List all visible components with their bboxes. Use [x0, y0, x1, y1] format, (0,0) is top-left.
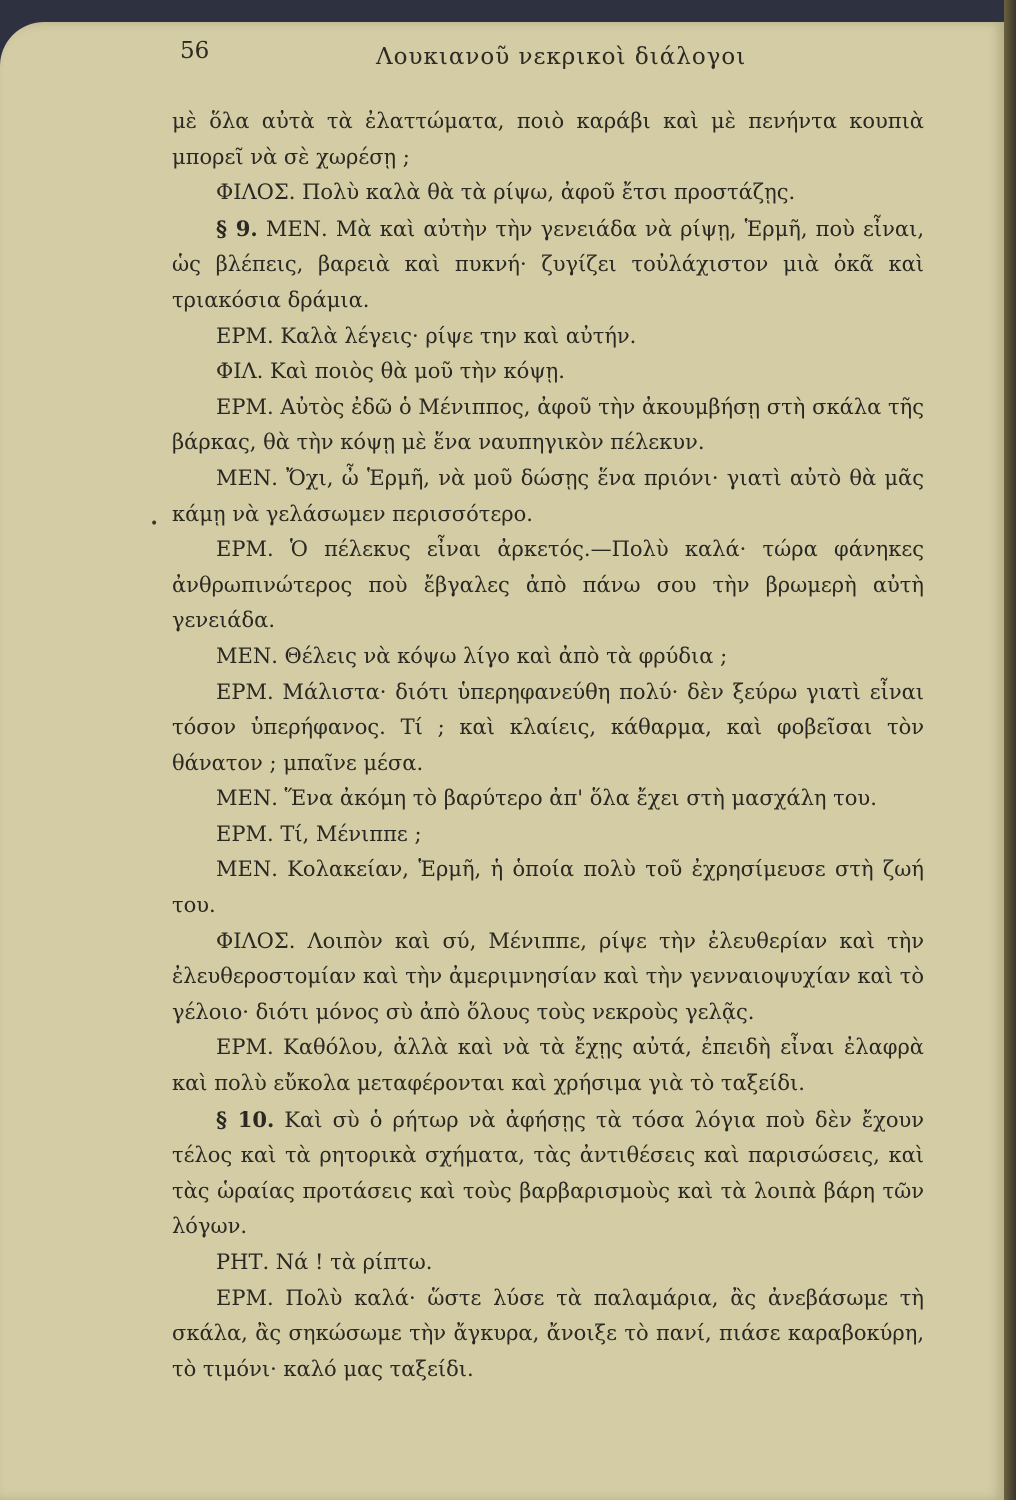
running-title: Λουκιανοῦ νεκρικοὶ διάλογοι	[376, 44, 747, 70]
paragraph: ΕΡΜ. Καλὰ λέγεις· ρίψε την καὶ αὐτήν.	[216, 323, 637, 348]
paragraph: ΕΡΜ. Τί, Μένιππε ;	[216, 821, 422, 846]
paragraph: ΕΡΜ. Καθόλου, ἀλλὰ καὶ νὰ τὰ ἔχῃς αὐτά, ἐπειδὴ εἶναι ἐλαφρὰ καὶ πολὺ εὔκολα μεταφέρονται καὶ χρήσιμα γιὰ τὸ ταξείδι.	[172, 1035, 924, 1096]
section-marker: § 10.	[216, 1106, 275, 1132]
body-text	[172, 104, 924, 1387]
paragraph: ΡΗΤ. Νά ! τὰ ρίπτω.	[216, 1250, 433, 1274]
paragraph: ΦΙΛΟΣ. Λοιπὸν καὶ σύ, Μένιππε, ρίψε τὴν ἐλευθερίαν καὶ τὴν ἐλευθεροστομίαν καὶ τὴν ἀμεριμνησίαν καὶ τὴν γενναιοψυχίαν καὶ τὸ γέλοιο· διότι μόνος σὺ ἀπὸ ὅλους τοὺς νεκροὺς γελᾷς.	[172, 928, 924, 1024]
paragraph: § 10. Καὶ σὺ ὁ ρήτωρ νὰ ἀφήσῃς τὰ τόσα λόγια ποὺ δὲν ἔχουν τέλος καὶ τὰ ρητορικὰ σχήματα, τὰς ἀντιθέσεις καὶ παρισώσεις, καὶ τὰς ὡραίας προτάσεις καὶ τοὺς βαρβαρισμοὺς καὶ τὰ λοιπὰ βάρη τῶν λόγων.	[172, 1106, 924, 1239]
paragraph: ΜΕΝ. Κολακείαν, Ἑρμῆ, ἡ ὁποία πολὺ τοῦ ἐχρησίμευσε στὴ ζωή του.	[172, 857, 924, 918]
section-marker: § 9.	[216, 215, 258, 241]
page-number: 56	[180, 38, 210, 64]
paragraph: ΦΙΛΟΣ. Πολὺ καλὰ θὰ τὰ ρίψω, ἀφοῦ ἔτσι προστάζῃς.	[216, 180, 796, 205]
paragraph: § 9. ΜΕΝ. Μὰ καὶ αὐτὴν τὴν γενειάδα νὰ ρίψῃ, Ἑρμῆ, ποὺ εἶναι, ὡς βλέπεις, βαρειὰ καὶ πυκνή· ζυγίζει τοὐλάχιστον μιὰ ὀκᾶ καὶ τριακόσια δράμια.	[172, 215, 925, 312]
paragraph: μὲ ὅλα αὐτὰ τὰ ἐλαττώματα, ποιὸ καράβι καὶ μὲ πενήντα κουπιὰ μπορεῖ νὰ σὲ χωρέσῃ ;	[172, 109, 924, 169]
margin-mark: •	[150, 516, 159, 532]
page-header	[180, 38, 800, 78]
paragraph: ΜΕΝ. Ὄχι, ὦ Ἑρμῆ, νὰ μοῦ δώσῃς ἕνα πριόνι· γιατὶ αὐτὸ θὰ μᾶς κάμῃ νὰ γελάσωμεν περισσότερο.	[172, 465, 924, 526]
paragraph: ΜΕΝ. Ἕνα ἀκόμη τὸ βαρύτερο ἀπ' ὅλα ἔχει στὴ μασχάλη του.	[216, 786, 877, 811]
paragraph: ΜΕΝ. Θέλεις νὰ κόψω λίγο καὶ ἀπὸ τὰ φρύδια ;	[216, 643, 728, 668]
page-edge	[1004, 0, 1016, 1500]
paragraph: ΕΡΜ. Πολὺ καλά· ὥστε λύσε τὰ παλαμάρια, ἂς ἀνεβάσωμε τὴ σκάλα, ἂς σηκώσωμε τὴν ἄγκυρα, ἄνοιξε τὸ πανί, πιάσε καραβοκύρη, τὸ τιμόνι· καλό μας ταξείδι.	[172, 1285, 924, 1381]
paragraph: ΕΡΜ. Μάλιστα· διότι ὑπερηφανεύθη πολύ· δὲν ξεύρω γιατὶ εἶναι τόσον ὑπερήφανος. Τί ; καὶ κλαίεις, κάθαρμα, καὶ φοβεῖσαι τὸν θάνατον ; μπαῖνε μέσα.	[172, 679, 924, 775]
paragraph: ΕΡΜ. Αὐτὸς ἐδῶ ὁ Μένιππος, ἀφοῦ τὴν ἀκουμβήσῃ στὴ σκάλα τῆς βάρκας, θὰ τὴν κόψῃ μὲ ἕνα ναυπηγικὸν πέλεκυν.	[172, 394, 924, 455]
paragraph: ΦΙΛ. Καὶ ποιὸς θὰ μοῦ τὴν κόψῃ.	[216, 359, 565, 384]
paragraph: ΕΡΜ. Ὁ πέλεκυς εἶναι ἀρκετός.—Πολὺ καλά· τώρα φάνηκες ἀνθρωπινώτερος ποὺ ἔβγαλες ἀπὸ πάνω σου τὴν βρωμερὴ αὐτὴ γενειάδα.	[172, 537, 924, 633]
